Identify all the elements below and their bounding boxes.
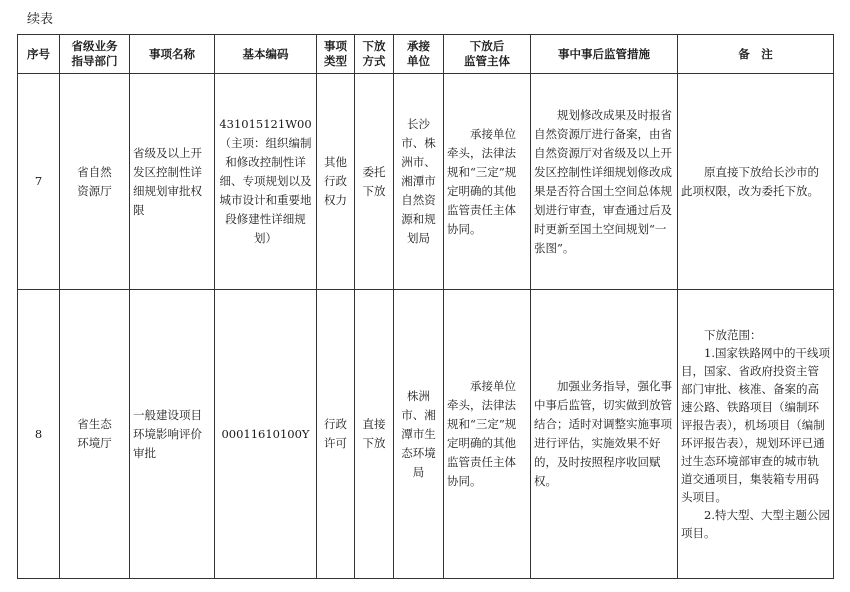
row-remark: 下放范围： 1.国家铁路网中的干线项目，国家、省政府投资主管部门审批、核准、备案的高速公路、铁路项目（编制环评报告表），机场项目（编制环评报告表），规划环评已通过生态环境部审查的城市轨道交通项目，集装箱专用码头项目。 2.特大型、大型主题公园项目。 <box>678 290 834 579</box>
header-seq: 序号 <box>18 35 60 74</box>
row-remark: 原直接下放给长沙市的此项权限，改为委托下放。 <box>678 74 834 290</box>
header-remark: 备 注 <box>678 35 834 74</box>
row-item-name: 省级及以上开发区控制性详细规划审批权限 <box>130 74 215 290</box>
header-row <box>18 35 834 74</box>
row-code: 431015121W00 （主项：组织编制和修改控制性详细、专项规划以及城市设计和重要地段修建性详细规划） <box>215 74 317 290</box>
row-supervisor: 承接单位牵头，法律法规和“三定”规定明确的其他监管责任主体协同。 <box>444 290 531 579</box>
row-dept: 省自然 资源厅 <box>60 74 130 290</box>
delegation-table <box>17 34 834 579</box>
row-method: 直接 下放 <box>355 290 394 579</box>
row-item-name: 一般建设项目环境影响评价审批 <box>130 290 215 579</box>
table-row <box>18 290 834 579</box>
table-row <box>18 74 834 290</box>
row-seq: 8 <box>18 290 60 579</box>
row-unit: 长沙市、株洲市、湘潭市自然资源和规划局 <box>394 74 444 290</box>
row-code: 00011610100Y <box>215 290 317 579</box>
header-code: 基本编码 <box>215 35 317 74</box>
header-measures: 事中事后监管措施 <box>531 35 678 74</box>
row-measures: 规划修改成果及时报省自然资源厅进行备案，由省自然资源厅对省级及以上开发区控制性详细规划修改成果是否符合国土空间总体规划进行审查，审查通过后及时更新至国土空间规划“一张图”。 <box>531 74 678 290</box>
row-measures: 加强业务指导，强化事中事后监管，切实做到放管结合；适时对调整实施事项进行评估，实施效果不好的，及时按照程序收回赋权。 <box>531 290 678 579</box>
row-unit: 株洲市、湘潭市生态环境局 <box>394 290 444 579</box>
header-item-name: 事项名称 <box>130 35 215 74</box>
row-type: 行政 许可 <box>317 290 355 579</box>
header-supervisor: 下放后 监管主体 <box>444 35 531 74</box>
row-method: 委托 下放 <box>355 74 394 290</box>
header-unit: 承接 单位 <box>394 35 444 74</box>
row-dept: 省生态 环境厅 <box>60 290 130 579</box>
row-supervisor: 承接单位牵头，法律法规和“三定”规定明确的其他监管责任主体协同。 <box>444 74 531 290</box>
header-method: 下放 方式 <box>355 35 394 74</box>
table-caption: 续表 <box>27 12 54 27</box>
row-type: 其他 行政 权力 <box>317 74 355 290</box>
header-type: 事项 类型 <box>317 35 355 74</box>
row-seq: 7 <box>18 74 60 290</box>
header-dept: 省级业务 指导部门 <box>60 35 130 74</box>
